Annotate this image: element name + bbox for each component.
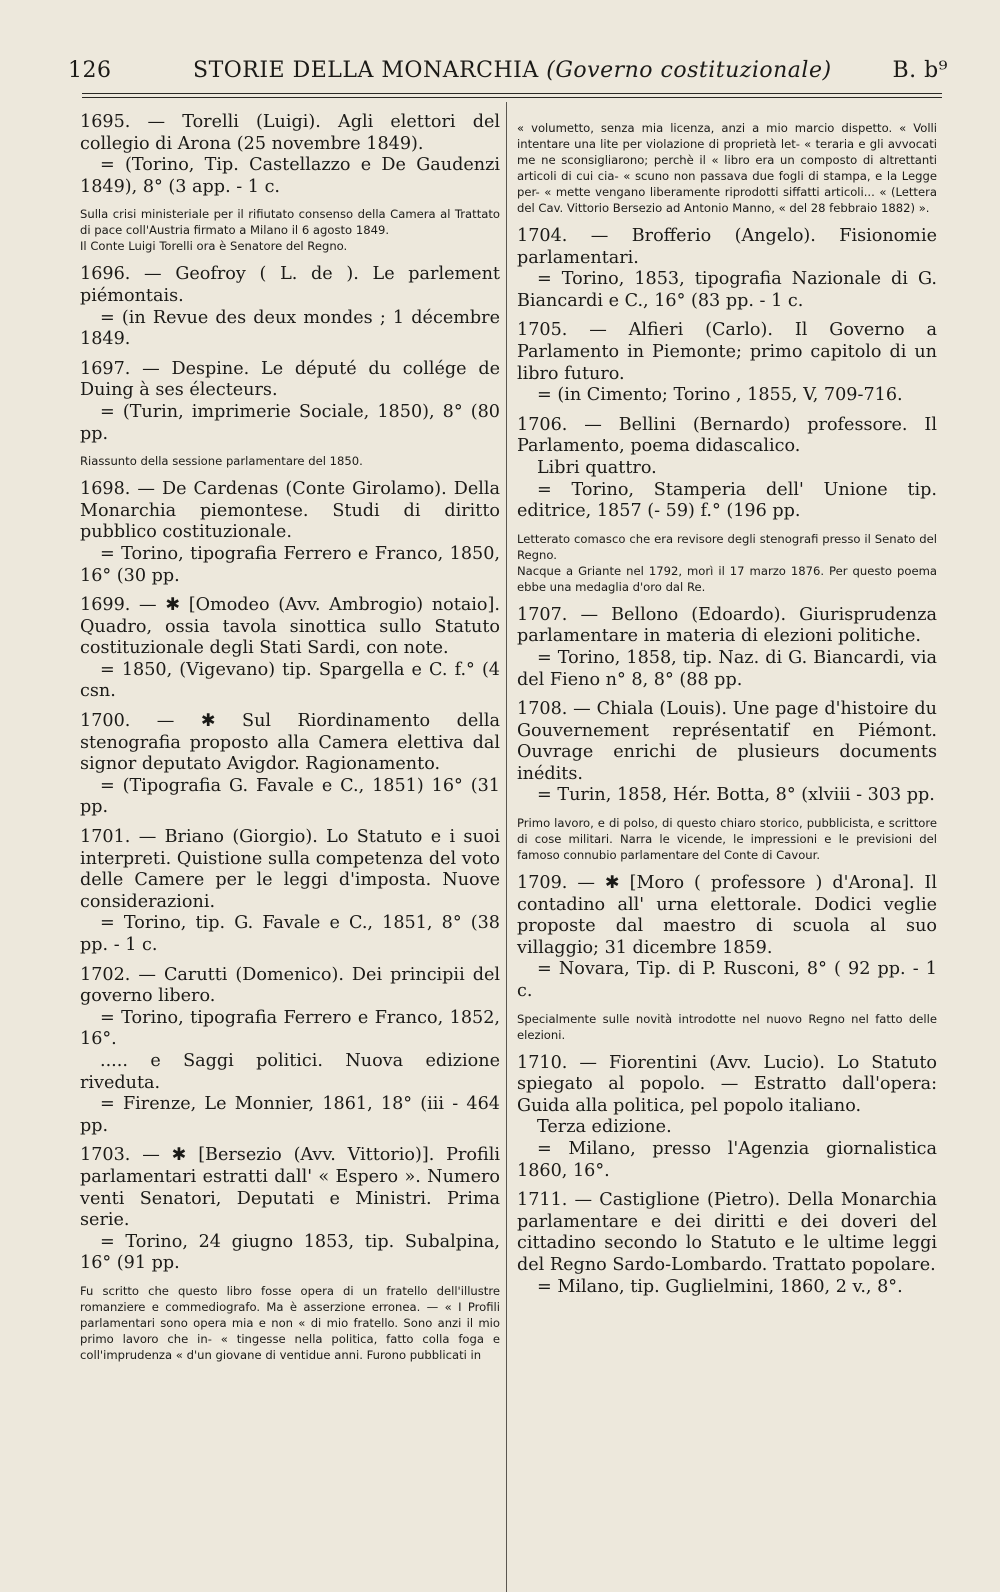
entry-imprint: = 1850, (Vigevano) tip. Spargella e C. f.° (4 csn. <box>80 659 500 702</box>
bibliography-entry <box>517 605 937 691</box>
bibliography-entry <box>80 595 500 703</box>
entry-title: 1705. — Alfieri (Carlo). Il Governo a Parlamento in Piemonte; primo capitolo di un libro futuro. <box>517 320 937 384</box>
entry-imprint: Libri quattro. <box>537 457 657 478</box>
bibliography-entry <box>80 827 500 957</box>
entry-title: 1701. — Briano (Giorgio). Lo Statuto e i suoi interpreti. Quistione sulla competenza del voto delle Camere per le leggi d'imposta. Nuove considerazioni. <box>80 827 500 912</box>
entry-title: 1707. — Bellono (Edoardo). Giurisprudenza parlamentare in materia di elezioni politiche. <box>517 604 937 647</box>
bibliography-entry <box>80 965 500 1138</box>
entry-title: 1704. — Brofferio (Angelo). Fisionomie parlamentari. <box>517 226 937 268</box>
entry-imprint: = Milano, presso l'Agenzia giornalistica 1860, 16°. <box>517 1139 937 1181</box>
note-paragraph: Riassunto della sessione parlamentare del 1850. <box>80 454 363 469</box>
entry-imprint: = Torino, 1858, tip. Naz. di G. Biancardi, via del Fieno n° 8, 8° (88 pp. <box>517 647 937 690</box>
running-title-main: STORIE DELLA MONARCHIA <box>193 58 539 83</box>
note-paragraph: Specialmente sulle novità introdotte nel nuovo Regno nel fatto delle elezioni. <box>517 1011 937 1042</box>
signature-mark: B. b⁹ <box>892 58 948 83</box>
entry-imprint: = (Torino, Tip. Castellazzo e De Gaudenzi 1849), 8° (3 app. - 1 c. <box>80 155 500 197</box>
page-number: 126 <box>68 58 112 83</box>
entry-title: 1695. — Torelli (Luigi). Agli elettori del collegio di Arona (25 novembre 1849). <box>80 112 500 154</box>
note-paragraph: Primo lavoro, e di polso, di questo chiaro storico, pubblicista, e scrittore di cose militari. Narra le vicende, le impressioni e le previsioni del famoso connubio parlamentare del Conte di Cavour. <box>517 816 937 863</box>
entry-imprint: = (Tipografia G. Favale e C., 1851) 16° (31 pp. <box>80 775 500 818</box>
bibliography-entry <box>80 112 500 198</box>
bibliography-entry <box>517 1190 937 1298</box>
entry-title: 1706. — Bellini (Bernardo) professore. Il Parlamento, poema didascalico. <box>517 414 937 457</box>
bibliography-entry <box>517 226 937 312</box>
column-divider <box>506 102 507 1592</box>
note-paragraph: Sulla crisi ministeriale per il rifiutato consenso della Camera al Trattato di pace coll'Austria firmato a Milano il 6 agosto 1849. <box>80 207 500 238</box>
entry-imprint: = (in Revue des deux mondes ; 1 décembre 1849. <box>80 307 500 350</box>
left-column <box>80 112 500 1373</box>
bibliography-entry <box>517 873 937 1003</box>
entry-note <box>517 815 937 863</box>
entry-imprint: = (in Cimento; Torino , 1855, V, 709-716. <box>537 385 903 406</box>
entry-note <box>517 120 937 216</box>
entry-imprint: = Torino, Stamperia dell' Unione tip. editrice, 1857 (- 59) f.° (196 pp. <box>517 479 937 522</box>
entry-imprint: Terza edizione. <box>537 1117 672 1138</box>
entry-title: 1697. — Despine. Le député du collége de Duing à ses électeurs. <box>80 358 500 401</box>
entry-title: 1710. — Fiorentini (Avv. Lucio). Lo Statuto spiegato al popolo. — Estratto dall'opera: Guida alla politica, pel popolo italiano. <box>517 1052 937 1116</box>
note-paragraph: Il Conte Luigi Torelli ora è Senatore del Regno. <box>80 239 348 254</box>
bibliography-entry <box>80 264 500 350</box>
entry-title: 1699. — ✱ [Omodeo (Avv. Ambrogio) notaio]. Quadro, ossia tavola sinottica sullo Statuto costituzionale degli Stati Sardi, con note. <box>80 595 500 659</box>
entry-imprint: = (Turin, imprimerie Sociale, 1850), 8° (80 pp. <box>80 401 500 444</box>
entry-imprint: ..... e Saggi politici. Nuova edizione riveduta. <box>80 1050 500 1093</box>
note-paragraph: Letterato comasco che era revisore degli stenografi presso il Senato del Regno. <box>517 531 937 562</box>
entry-title: 1700. — ✱ Sul Riordinamento della stenografia proposto alla Camera elettiva dal signor deputato Avigdor. Ragionamento. <box>80 711 500 775</box>
entry-imprint: = Torino, tip. G. Favale e C., 1851, 8° (38 pp. - 1 c. <box>80 913 500 955</box>
entry-note <box>80 206 500 254</box>
header-rule <box>82 93 942 94</box>
entry-title: 1709. — ✱ [Moro ( professore ) d'Arona]. Il contadino all' urna elettorale. Dodici veglie proposte dal maestro di scuola al suo villaggio; 31 dicembre 1859. <box>517 873 937 958</box>
bibliography-entry <box>80 359 500 445</box>
bibliography-entry <box>80 479 500 587</box>
entry-imprint: = Firenze, Le Monnier, 1861, 18° (iii - 464 pp. <box>80 1094 500 1136</box>
entry-title: 1703. — ✱ [Bersezio (Avv. Vittorio)]. Profili parlamentari estratti dall' « Espero ». Numero venti Senatori, Deputati e Ministri. Prima serie. <box>80 1145 500 1231</box>
running-title-italic: (Governo costituzionale) <box>546 58 832 83</box>
entry-title: 1711. — Castiglione (Pietro). Della Monarchia parlamentare e dei diritti e dei doveri del cittadino secondo lo Statuto e le ultime leggi del Regno Sardo-Lombardo. Trattato popolare. <box>517 1190 937 1275</box>
entry-imprint: = Torino, 1853, tipografia Nazionale di G. Biancardi e C., 16° (83 pp. - 1 c. <box>517 269 937 311</box>
note-paragraph: Fu scritto che questo libro fosse opera di un fratello dell'illustre romanziere e commediografo. Ma è asserzione erronea. — « I Profili parlamentari sono opera mia e non « di mio fratello. Sono anzi il mio primo lavoro che in- « tingesse nella politica, fatto colla foga e coll'imprudenza « d'un giovane di ventidue anni. Furono pubblicati in <box>80 1283 500 1362</box>
entry-title: 1698. — De Cardenas (Conte Girolamo). Della Monarchia piemontese. Studi di diritto pubblico costituzionale. <box>80 479 500 543</box>
bibliography-entry <box>517 320 937 406</box>
entry-imprint: = Milano, tip. Guglielmini, 1860, 2 v., 8°. <box>537 1276 903 1297</box>
entry-imprint: = Torino, tipografia Ferrero e Franco, 1850, 16° (30 pp. <box>80 543 500 586</box>
running-header <box>68 58 948 98</box>
entry-imprint: = Torino, 24 giugno 1853, tip. Subalpina, 16° (91 pp. <box>80 1231 500 1274</box>
running-title <box>193 58 832 83</box>
note-paragraph: Nacque a Griante nel 1792, morì il 17 marzo 1876. Per questo poema ebbe una medaglia d'oro dal Re. <box>517 563 937 594</box>
bibliography-entry <box>80 1145 500 1275</box>
right-column <box>517 112 937 1306</box>
entry-imprint: = Turin, 1858, Hér. Botta, 8° (xlviii - 303 pp. <box>537 785 935 806</box>
entry-title: 1696. — Geofroy ( L. de ). Le parlement piémontais. <box>80 264 500 306</box>
entry-title: 1702. — Carutti (Domenico). Dei principii del governo libero. <box>80 964 500 1007</box>
bibliography-entry <box>517 699 937 807</box>
entry-note <box>517 1011 937 1043</box>
entry-imprint: = Novara, Tip. di P. Rusconi, 8° ( 92 pp. - 1 c. <box>517 959 937 1002</box>
bibliography-entry <box>80 711 500 819</box>
entry-note <box>80 1283 500 1363</box>
header-rule-double <box>82 97 942 98</box>
entry-imprint: = Torino, tipografia Ferrero e Franco, 1852, 16°. <box>80 1007 500 1050</box>
entry-note <box>517 531 937 595</box>
entry-note <box>80 453 500 469</box>
entry-title: 1708. — Chiala (Louis). Une page d'histoire du Gouvernement représentatif en Piémont. Ouvrage enrichi de plusieurs documents inédits. <box>517 699 937 784</box>
bibliography-entry <box>517 1053 937 1183</box>
bibliography-entry <box>517 415 937 523</box>
note-paragraph: « volumetto, senza mia licenza, anzi a mio marcio dispetto. « Volli intentare una lite per violazione di proprietà let- « teraria e gli avvocati me ne sconsigliarono; perchè il « libro era un composto di altrettanti articoli di cui cia- « scuno non passava due fogli di stampa, e la Legge per- « mette vengano liberamente riprodotti siffatti articoli... « (Lettera del Cav. Vittorio Bersezio ad Antonio Manno, « del 28 febbraio 1882) ». <box>517 121 937 215</box>
